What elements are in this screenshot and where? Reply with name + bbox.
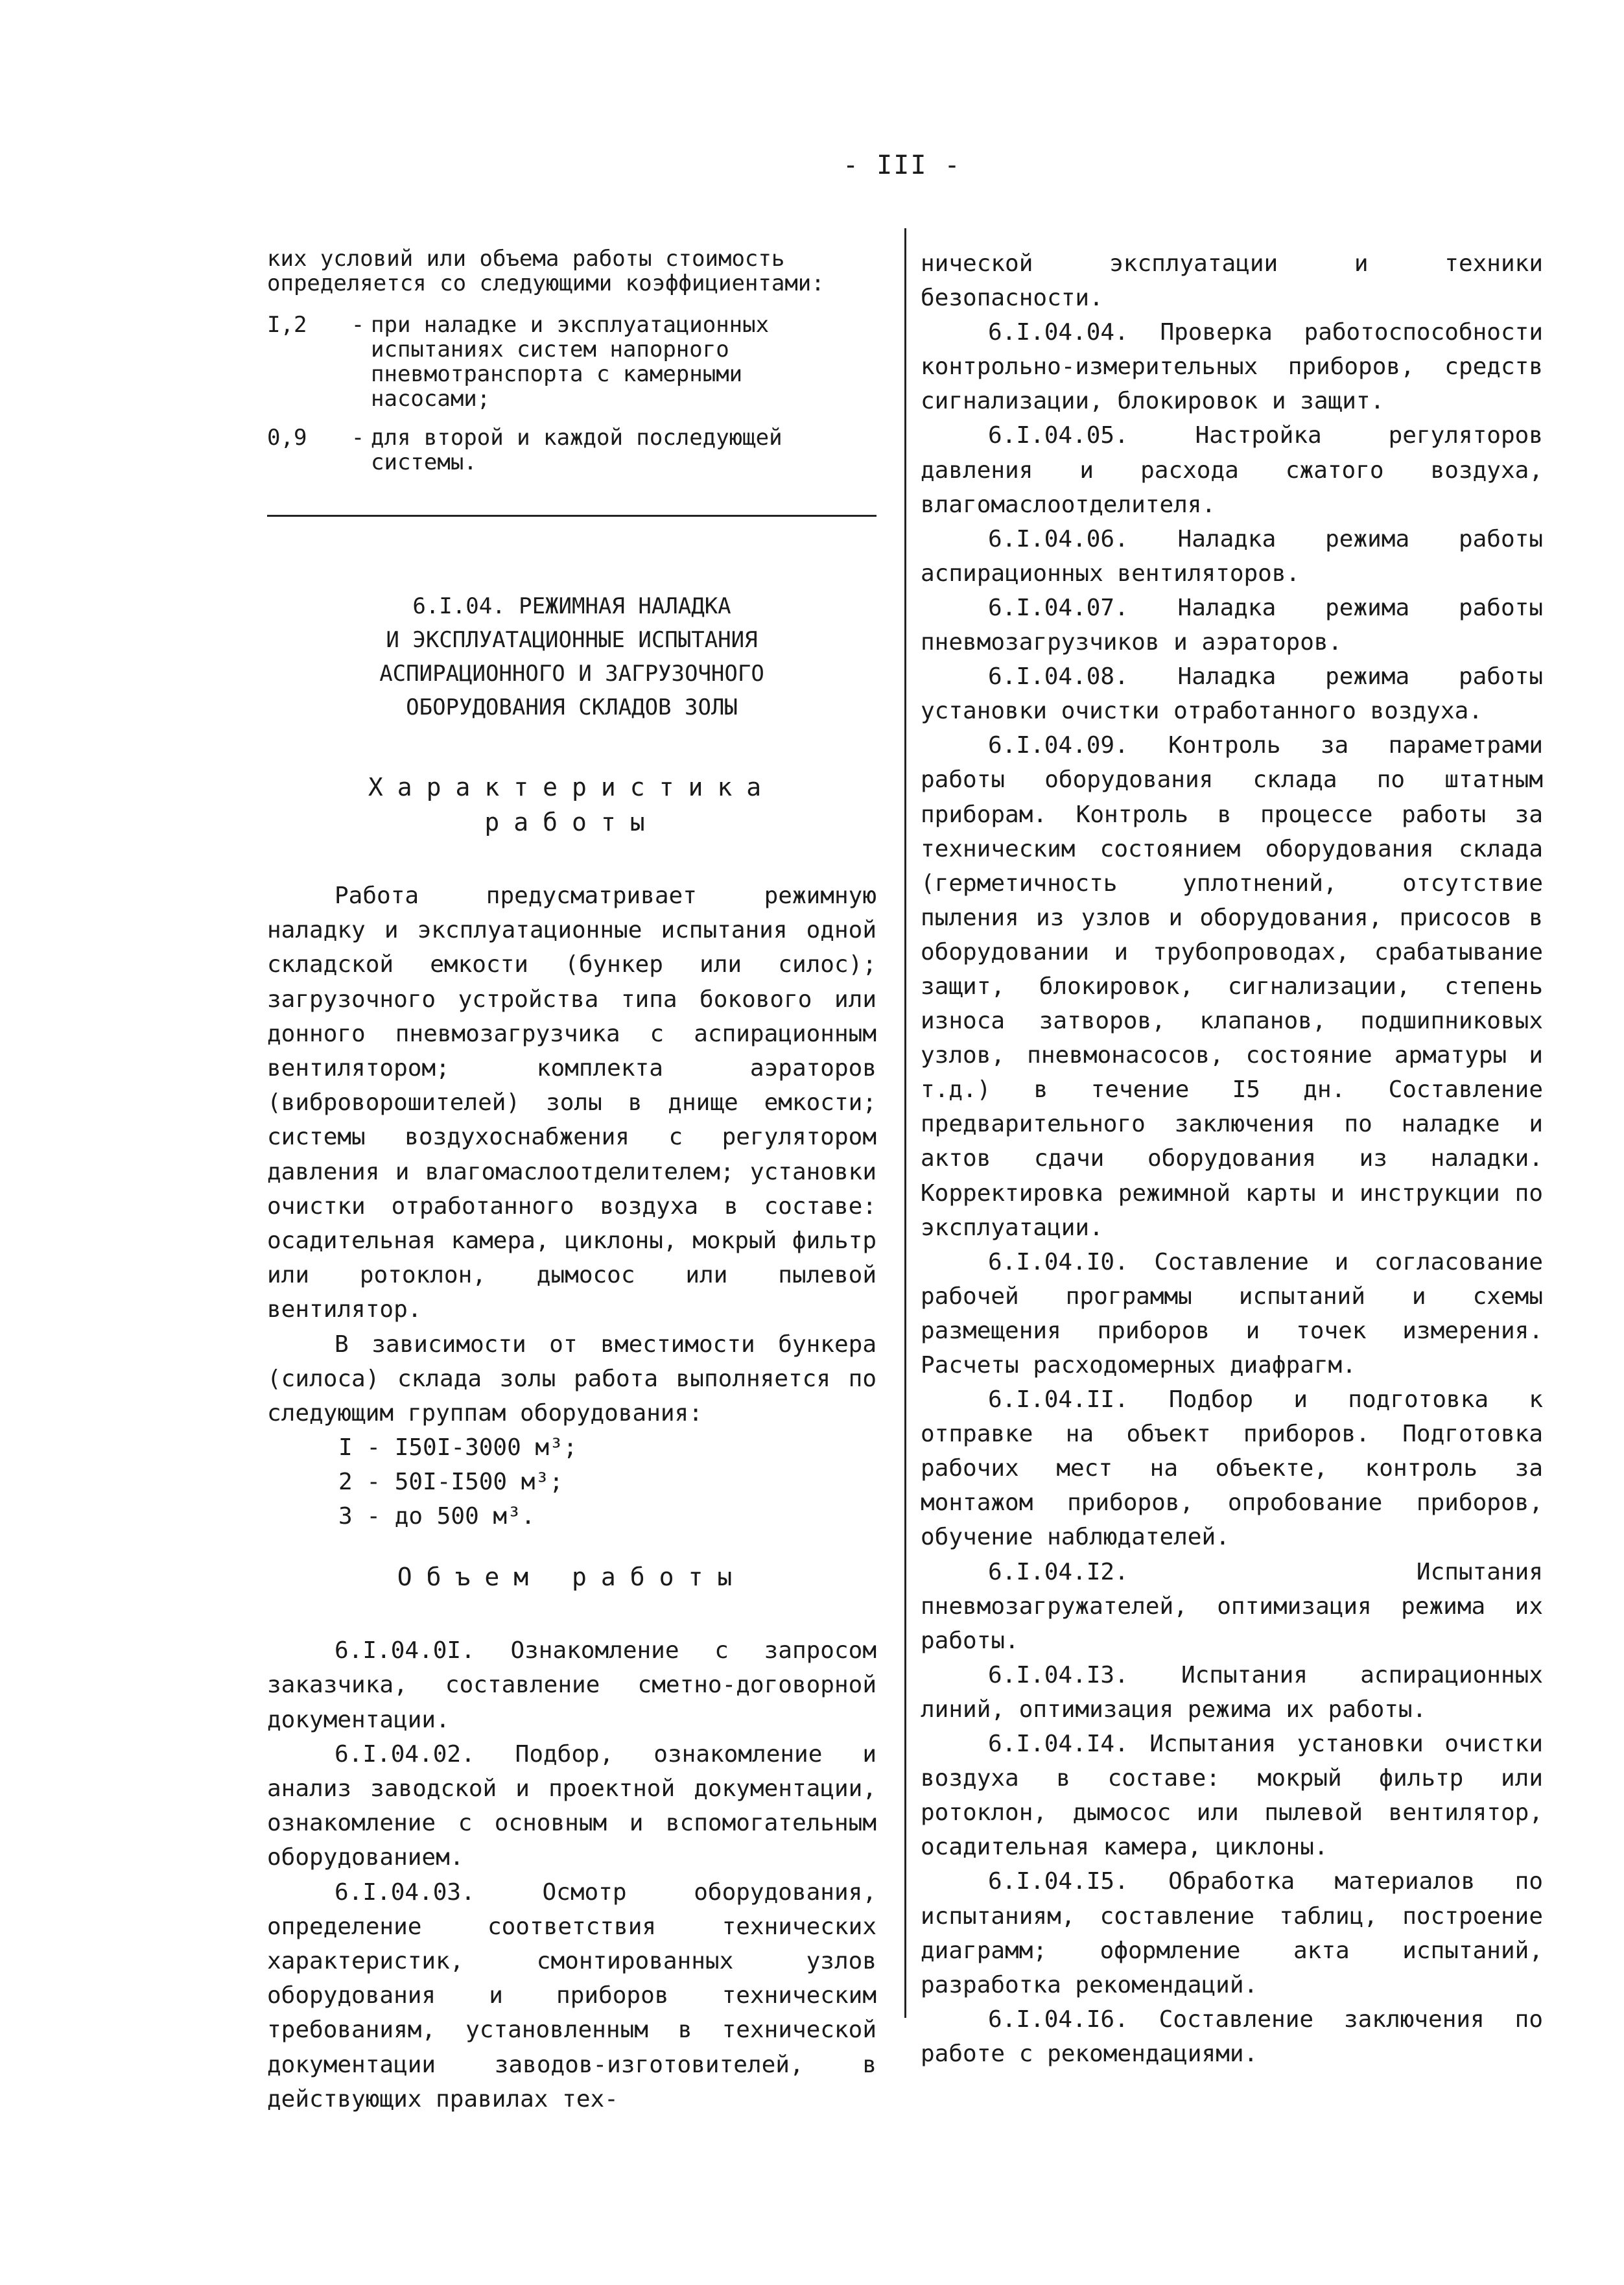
work-item-paragraph: 6.I.04.I4. Испытания установки очистки воздуха в составе: мокрый фильтр или ротоклон, дымосос или пылевой вентилятор, осадительная камера, циклоны.: [921, 1731, 1543, 1861]
coefficient-dash: -: [351, 425, 365, 451]
characteristic-paragraph: В зависимости от вместимости бункера (силоса) склада золы работа выполняется по следующим группам оборудования:: [267, 1331, 877, 1427]
coefficient-value: I,2: [267, 312, 307, 338]
column-divider: [904, 228, 906, 2018]
work-item-paragraph: 6.I.04.06. Наладка режима работы аспирационных вентиляторов.: [921, 525, 1543, 587]
characteristic-paragraph: Работа предусматривает режимную наладку и эксплуатационные испытания одной складской емкости (бункер или силос); загрузочного устройства типа бокового или донного пневмозагрузчика с аспирационным вентилятором; комплекта аэраторов (виброворошителей) золы в днище емкости; системы воздухоснабжения с регулятором давления и влагомаслоотделителем; установки очистки отработанного воздуха в составе: осадительная камера, циклоны, мокрый фильтр или ротоклон, дымосос или пылевой вентилятор.: [267, 882, 877, 1323]
work-item-paragraph: 6.I.04.II. Подбор и подготовка к отправке на объект приборов. Подготовка рабочих мест на объекте, контроль за монтажом приборов, опробование приборов, обучение наблюдателей.: [921, 1386, 1543, 1551]
work-item-paragraph: 6.I.04.09. Контроль за параметрами работы оборудования склада по штатным приборам. Контроль в процессе работы за техническим состоянием оборудования склада (герметичность уплотнений, отсутствие пыления из узлов и оборудования, присосов в оборудовании и трубопроводах, срабатывание защит, блокировок, сигнализации, степень износа затворов, клапанов, подшипниковых узлов, пневмонасосов, состояние арматуры и т.д.) в течение I5 дн. Составление предварительного заключения по наладке и актов сдачи оборудования из наладки. Корректировка режимной карты и инструкции по эксплуатации.: [921, 732, 1543, 1241]
section-title-line: И ЭКСПЛУАТАЦИОННЫЕ ИСПЫТАНИЯ: [386, 627, 758, 653]
coefficient-description: для второй и каждой последующей системы.: [371, 425, 783, 475]
equipment-groups: [267, 1430, 877, 1533]
coefficient-row: [267, 313, 877, 411]
work-item-paragraph: 6.I.04.04. Проверка работоспособности контрольно-измерительных приборов, средств сигнализации, блокировок и защит.: [921, 319, 1543, 415]
work-item-paragraph: 6.I.04.I2. Испытания пневмозагружателей, оптимизация режима их работы.: [921, 1558, 1543, 1654]
work-item-paragraph: нической эксплуатации и техники безопасности.: [921, 250, 1543, 312]
work-item-paragraph: 6.I.04.05. Настройка регуляторов давления и расхода сжатого воздуха, влагомаслоотделителя.: [921, 422, 1543, 518]
group-item: I - I50I-3000 м³;: [338, 1434, 578, 1462]
section-title-line: ОБОРУДОВАНИЯ СКЛАДОВ ЗОЛЫ: [406, 694, 738, 720]
group-item: 3 - до 500 м³.: [338, 1503, 535, 1530]
section-title-line: 6.I.04. РЕЖИМНАЯ НАЛАДКА: [412, 593, 731, 619]
heading-line: Характеристика: [368, 773, 776, 801]
coefficient-row: [267, 425, 877, 475]
volume-paragraph: 6.I.04.0I. Ознакомление с запросом заказчика, составление сметно-договорной документации.: [267, 1637, 877, 1733]
coefficient-value: 0,9: [267, 425, 307, 451]
section-title: [267, 589, 877, 724]
volume-paragraph: 6.I.04.02. Подбор, ознакомление и анализ заводской и проектной документации, ознакомление с основным и вспомогательным оборудованием.: [267, 1740, 877, 1871]
work-item-paragraph: 6.I.04.I3. Испытания аспирационных линий, оптимизация режима их работы.: [921, 1661, 1543, 1723]
work-item-paragraph: 6.I.04.07. Наладка режима работы пневмозагрузчиков и аэраторов.: [921, 594, 1543, 656]
right-column: [921, 246, 1543, 2071]
work-item-paragraph: 6.I.04.I6. Составление заключения по работе с рекомендациями.: [921, 2006, 1543, 2067]
page-number: - III -: [843, 150, 961, 180]
section-divider: [267, 515, 877, 517]
left-column: [267, 246, 877, 2116]
volume-heading: Объем работы: [397, 1563, 747, 1592]
coefficient-description: при наладке и эксплуатационных испытаниях систем напорного пневмотранспорта с камерными насосами;: [371, 312, 770, 412]
heading-line: работы: [484, 808, 659, 836]
volume-paragraph: 6.I.04.03. Осмотр оборудования, определение соответствия технических характеристик, смонтированных узлов оборудования и приборов техническим требованиям, установленным в технической документации заводов-изготовителей, в действующих правилах тех-: [267, 1878, 877, 2113]
work-item-paragraph: 6.I.04.I0. Составление и согласование рабочей программы испытаний и схемы размещения приборов и точек измерения. Расчеты расходомерных диафрагм.: [921, 1248, 1543, 1379]
coefficient-dash: -: [351, 312, 365, 338]
intro-text: ких условий или объема работы стоимость определяется со следующими коэффициентами:: [267, 246, 825, 296]
group-item: 2 - 50I-I500 м³;: [338, 1469, 563, 1496]
work-item-paragraph: 6.I.04.08. Наладка режима работы установки очистки отработанного воздуха.: [921, 663, 1543, 725]
characteristic-heading: [267, 770, 877, 840]
work-item-paragraph: 6.I.04.I5. Обработка материалов по испытаниям, составление таблиц, построение диаграмм; оформление акта испытаний, разработка рекомендаций.: [921, 1868, 1543, 1998]
section-title-line: АСПИРАЦИОННОГО И ЗАГРУЗОЧНОГО: [379, 661, 764, 687]
